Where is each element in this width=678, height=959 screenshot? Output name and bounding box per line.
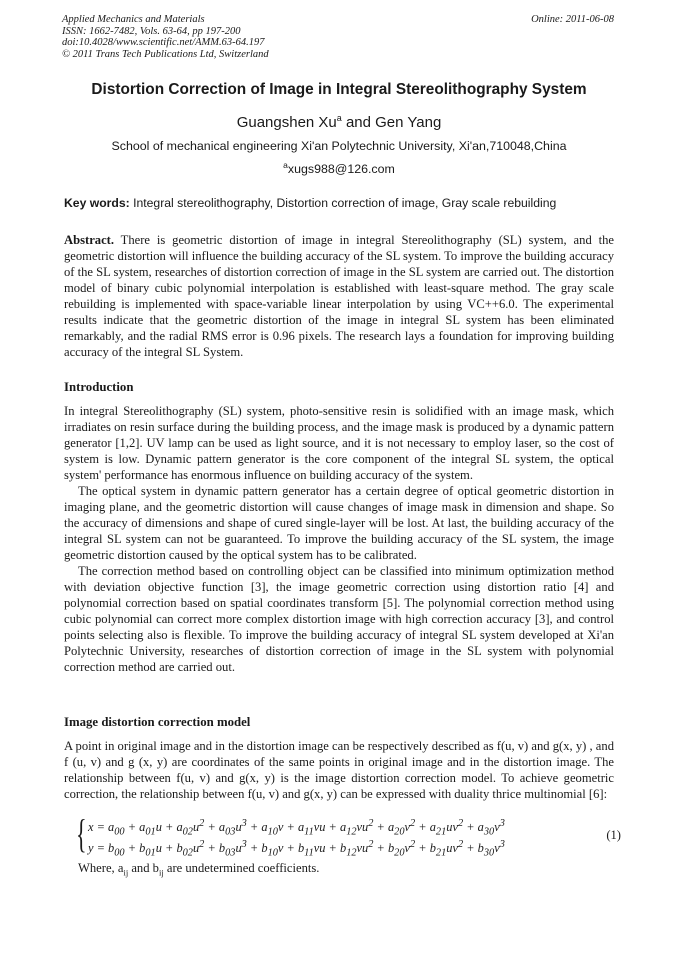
- journal-header: [62, 14, 269, 60]
- issn-line: ISSN: 1662-7482, Vols. 63-64, pp 197-200: [62, 25, 241, 37]
- introduction-body: [64, 403, 614, 675]
- online-date: Online: 2011-06-08: [531, 14, 614, 25]
- email-address: xugs988@126.com: [287, 162, 395, 177]
- where-clause: [78, 861, 319, 878]
- where-middle: and b: [128, 861, 159, 875]
- equation-brace: {: [76, 811, 87, 856]
- where-subscript-a: ij: [123, 867, 129, 878]
- introduction-heading: Introduction: [64, 380, 134, 394]
- intro-paragraph-2: The optical system in dynamic pattern generator has a certain degree of optical geometric distortion in imaging plane, and the geometric distortion will cause changes of image mask in dimension and shape. So the accuracy of dimensions and shape of cured single-layer will be lost. At last, the building accuracy of the integral SL system can not be guaranteed. To improve the building accuracy of the SL system, the image geometric distortion caused by the optical system has to be calibrated.: [64, 484, 614, 562]
- abstract: [64, 232, 614, 360]
- author-1: Guangshen Xu: [236, 114, 337, 131]
- intro-paragraph-1: In integral Stereolithography (SL) system, photo-sensitive resin is solidified with an image mask, which irradiates on resin surface during the building process, and the image mask is produced by a dynamic pattern generator [1,2]. UV lamp can be used as light source, and it is not necessary to employ laser, so the cost of system is low. Dynamic pattern generator is the core component of the integral SL system, the optical system' performance has enormous influence on building accuracy of the system.: [64, 404, 614, 482]
- equation-1: [76, 811, 621, 859]
- abstract-label: Abstract.: [64, 233, 115, 247]
- paper-title: Distortion Correction of Image in Integral Stereolithography System: [91, 81, 587, 98]
- model-paragraph: A point in original image and in the distortion image can be respectively described as f(u, v) and g(x, y) , and f (u, v) and g (x, y) are coordinates of the same points in original image and in the distortion image. The relationship between f(u, v) and g(x, y) is the image distortion correction model. To achieve geometric correction, the relationship between f(u, v) and g(x, y) can be expressed with duality thrice multinomial [6]:: [64, 739, 614, 801]
- doi-line: doi:10.4028/www.scientific.net/AMM.63-64.197: [62, 37, 265, 48]
- where-prefix: Where, a: [78, 861, 124, 875]
- email-superscript: a: [283, 160, 288, 170]
- equation-y-line: $y = b_{00} + b_{01}u + b_{02}u^2 + b_{03}u^3 + b_{10}v + b_{11}vu + b_{12}vu^2 + b_{20}v^2 + b_{21}uv^2 + b_{30}v^3$: [88, 839, 505, 859]
- equation-x-line: $x = a_{00} + a_{01}u + a_{02}u^2 + a_{03}u^3 + a_{10}v + a_{11}vu + a_{12}vu^2 + a_{20}v^2 + a_{21}uv^2 + a_{30}v^3$: [88, 818, 505, 838]
- affiliation: School of mechanical engineering Xi'an Polytechnic University, Xi'an,710048,China: [111, 139, 567, 153]
- where-suffix: are undetermined coefficients.: [163, 861, 320, 875]
- journal-name: Applied Mechanics and Materials: [62, 14, 205, 25]
- keywords: [64, 196, 556, 210]
- model-heading: Image distortion correction model: [64, 715, 251, 729]
- where-subscript-b: ij: [158, 867, 164, 878]
- keywords-text: Integral stereolithography, Distortion correction of image, Gray scale rebuilding: [133, 196, 557, 210]
- keywords-label: Key words:: [64, 196, 130, 210]
- author-2: and Gen Yang: [341, 114, 442, 131]
- author-line: [0, 113, 678, 131]
- author-1-superscript: a: [336, 113, 342, 123]
- intro-paragraph-3: The correction method based on controlling object can be classified into minimum optimization method with deviation objective function [3], the image geometric correction using distortion ratio [4] and polynomial correction based on spatial coordinates transform [5]. The polynomial correction method using cubic polynomial can correct more complex distortion image with high correction accuracy [3], and control points selecting also is flexible. To improve the building accuracy of integral SL system developed at Xi'an Polytechnic University, researches of distortion correction of image in the SL system with polynomial correction method are carried out.: [64, 564, 614, 674]
- equation-number: (1): [606, 828, 621, 842]
- abstract-text: There is geometric distortion of image in integral Stereolithography (SL) system, and the geometric distortion will influence the building accuracy of the SL system. To improve the building accuracy of the SL system, researches of distortion correction of image in the SL system are carried out. The distortion model of binary cubic polynomial interpolation is established with least-square method. The gray scale rebuilding is implemented with space-variable linear interpolation by using VC++6.0. The experimental results indicate that the geometric distortion of the image in integral SL system has been eliminated remarkably, and the radial RMS error is 0.96 pixels. The research lays a foundation for improving building accuracy of the integral SL System.: [64, 233, 615, 359]
- email-line: [0, 160, 678, 176]
- copyright-line: © 2011 Trans Tech Publications Ltd, Switzerland: [62, 48, 269, 60]
